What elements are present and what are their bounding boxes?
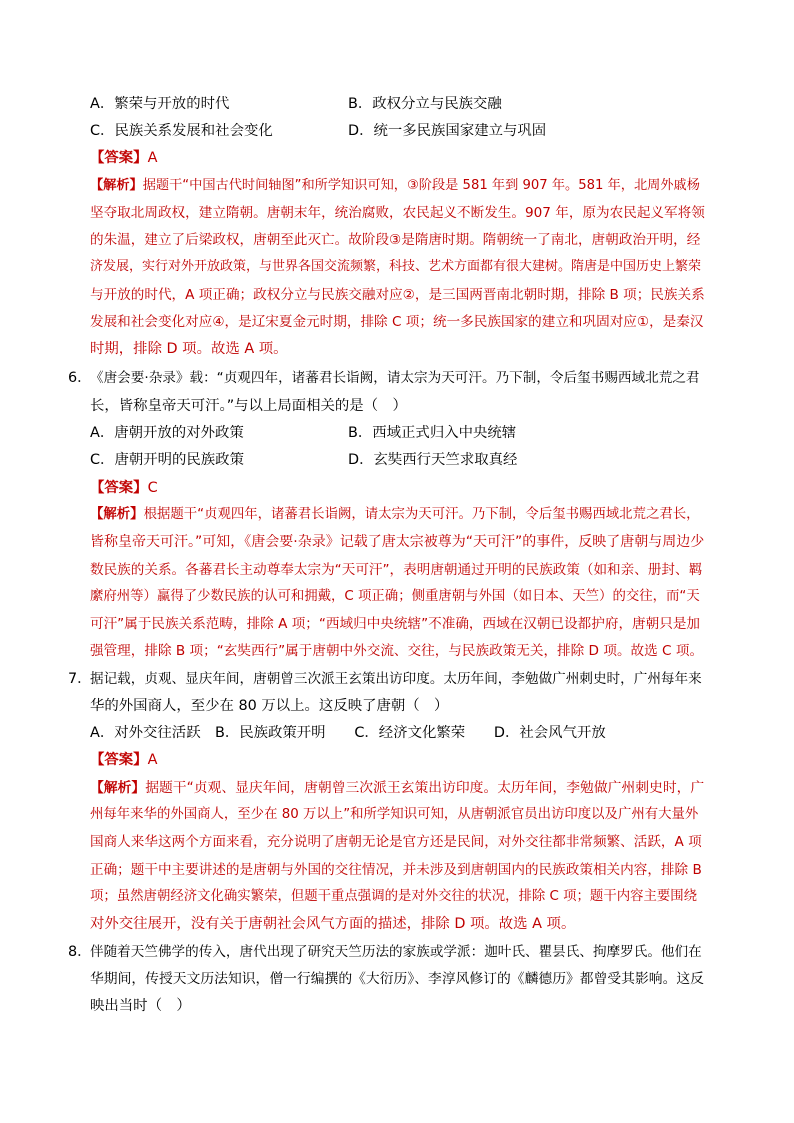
q5-option-d: D．统一多民族国家建立与巩固 xyxy=(348,123,547,139)
answer-value: A xyxy=(147,752,158,768)
q8-stem-line: 伴随着天竺佛学的传入，唐代出现了研究天竺历法的家族或学派：迦叶氏、瞿昙氏、拘摩罗氏。他们在 xyxy=(90,944,702,960)
q5-analysis-line: 的朱温，建立了后梁政权，唐朝至此灭亡。故阶段③是隋唐时期。隋朝统一了南北，唐朝政治开明，经 xyxy=(90,232,701,248)
q6-analysis-line xyxy=(90,505,700,525)
q7-analysis-line: 项；虽然唐朝经济文化确实繁荣，但题干重点强调的是对外交往的状况，排除 C 项；题干内容主要围绕 xyxy=(90,889,698,904)
q7-analysis-line xyxy=(90,778,704,798)
q5-answer xyxy=(90,148,157,168)
q6-option-b: B．西域正式归入中央统辖 xyxy=(348,425,517,441)
answer-label: 【答案】 xyxy=(90,480,148,496)
q6-number: 6． xyxy=(68,370,92,386)
analysis-text: 据题干“中国古代时间轴图”和所学知识可知，③阶段是 581 年到 907 年。581 年，北周外戚杨 xyxy=(142,178,700,193)
q5-analysis-line: 济发展，实行对外开放政策，与世界各国交流频繁，科技、艺术方面都有很大建树。隋唐是中国历史上繁荣 xyxy=(90,259,702,274)
q6-analysis-line: 皆称皇帝天可汗。”可知，《唐会要·杂录》记载了唐太宗被尊为“天可汗”的事件，反映了唐朝与周边少 xyxy=(90,534,705,550)
analysis-label: 【解析】 xyxy=(90,178,143,193)
q7-stem-line: 据记载，贞观、显庆年间，唐朝曾三次派王玄策出访印度。太历年间，李勉做广州刺史时，广州每年来 xyxy=(90,671,702,687)
q7-analysis-line: 州每年来华的外国商人，至少在 80 万以上”和所学知识可知，从唐朝派官员出访印度以及广州有大量外 xyxy=(90,807,699,822)
q5-option-c: C．民族关系发展和社会变化 xyxy=(90,123,273,139)
answer-label: 【答案】 xyxy=(90,150,148,166)
q6-stem-line: 长，皆称皇帝天可汗。”与以上局面相关的是（ ） xyxy=(90,398,407,414)
q6-option-d: D．玄奘西行天竺求取真经 xyxy=(348,452,518,468)
analysis-label: 【解析】 xyxy=(90,780,146,796)
answer-value: C xyxy=(147,480,158,496)
q5-analysis-line: 与开放的时代，A 项正确；政权分立与民族交融对应②，是三国两晋南北朝时期，排除 B 项；民族关系 xyxy=(90,287,705,303)
q5-analysis-line: 发展和社会变化对应④，是辽宋夏金元时期，排除 C 项；统一多民族国家的建立和巩固对应①，是秦汉 xyxy=(90,314,704,330)
q6-analysis-line: 可汗”属于民族关系范畴，排除 A 项；“西域归中央统辖”不准确，西域在汉朝已设都护府，唐朝只是加 xyxy=(90,616,701,632)
q7-options: A．对外交往活跃 B．民族政策开明 C．经济文化繁荣 D．社会风气开放 xyxy=(90,725,606,741)
q8-stem-line: 华期间，传授天文历法知识，僧一行编撰的《大衍历》、李淳风修订的《麟德历》都曾受其影响。这反 xyxy=(90,971,704,987)
q7-number: 7． xyxy=(68,671,92,687)
q8-stem-line: 映出当时（ ） xyxy=(90,998,191,1014)
q5-analysis-line: 坚夺取北周政权，建立隋朝。唐朝末年，统治腐败，农民起义不断发生。907 年，原为农民起义军将领 xyxy=(90,205,705,221)
analysis-text: 据题干“贞观、显庆年间，唐朝曾三次派王玄策出访印度。太历年间，李勉做广州刺史时，广 xyxy=(145,780,705,796)
q5-option-b: B．政权分立与民族交融 xyxy=(348,96,502,112)
q5-analysis-line xyxy=(90,176,700,196)
q6-analysis-line: 数民族的关系。各蕃君长主动尊奉太宗为“天可汗”，表明唐朝通过开明的民族政策（如和亲、册封、羁 xyxy=(90,562,703,578)
q6-option-a: A．唐朝开放的对外政策 xyxy=(90,425,244,441)
q6-analysis-line: 强管理，排除 B 项；“玄奘西行”属于唐朝中外交流、交往，与民族政策无关，排除 D 项。故选 C 项。 xyxy=(90,643,704,659)
q6-analysis-line: 縻府州等）赢得了少数民族的认可和拥戴，C 项正确；侧重唐朝与外国（如日本、天竺）的交往，而“天 xyxy=(90,589,700,604)
q7-stem-line: 华的外国商人，至少在 80 万以上。这反映了唐朝（ ） xyxy=(90,698,449,714)
analysis-text: 根据题干“贞观四年，诸蕃君长诣阙，请太宗为天可汗。乃下制，令后玺书赐西域北荒之君长， xyxy=(143,507,700,522)
q7-analysis-line: 国商人来华这两个方面来看，充分说明了唐朝无论是官方还是民间，对外交往都非常频繁、活跃，A 项 xyxy=(90,834,702,850)
q7-analysis-line: 对外交往展开，没有关于唐朝社会风气方面的描述，排除 D 项。故选 A 项。 xyxy=(90,916,576,932)
answer-label: 【答案】 xyxy=(90,752,148,768)
answer-value: A xyxy=(147,150,158,166)
q6-option-c: C．唐朝开明的民族政策 xyxy=(90,452,244,468)
q7-answer xyxy=(90,750,157,770)
analysis-label: 【解析】 xyxy=(90,507,144,522)
q5-option-a: A．繁荣与开放的时代 xyxy=(90,96,230,112)
q7-analysis-line: 正确；题干中主要讲述的是唐朝与外国的交往情况，并未涉及到唐朝国内的民族政策相关内容，排除 B xyxy=(90,862,702,878)
q8-number: 8． xyxy=(68,944,92,960)
q6-answer xyxy=(90,478,158,498)
q5-analysis-line: 时期，排除 D 项。故选 A 项。 xyxy=(90,341,288,357)
q6-stem-line: 《唐会要·杂录》载：“贞观四年，诸蕃君长诣阙，请太宗为天可汗。乃下制，令后玺书赐西域北荒之君 xyxy=(90,370,700,386)
